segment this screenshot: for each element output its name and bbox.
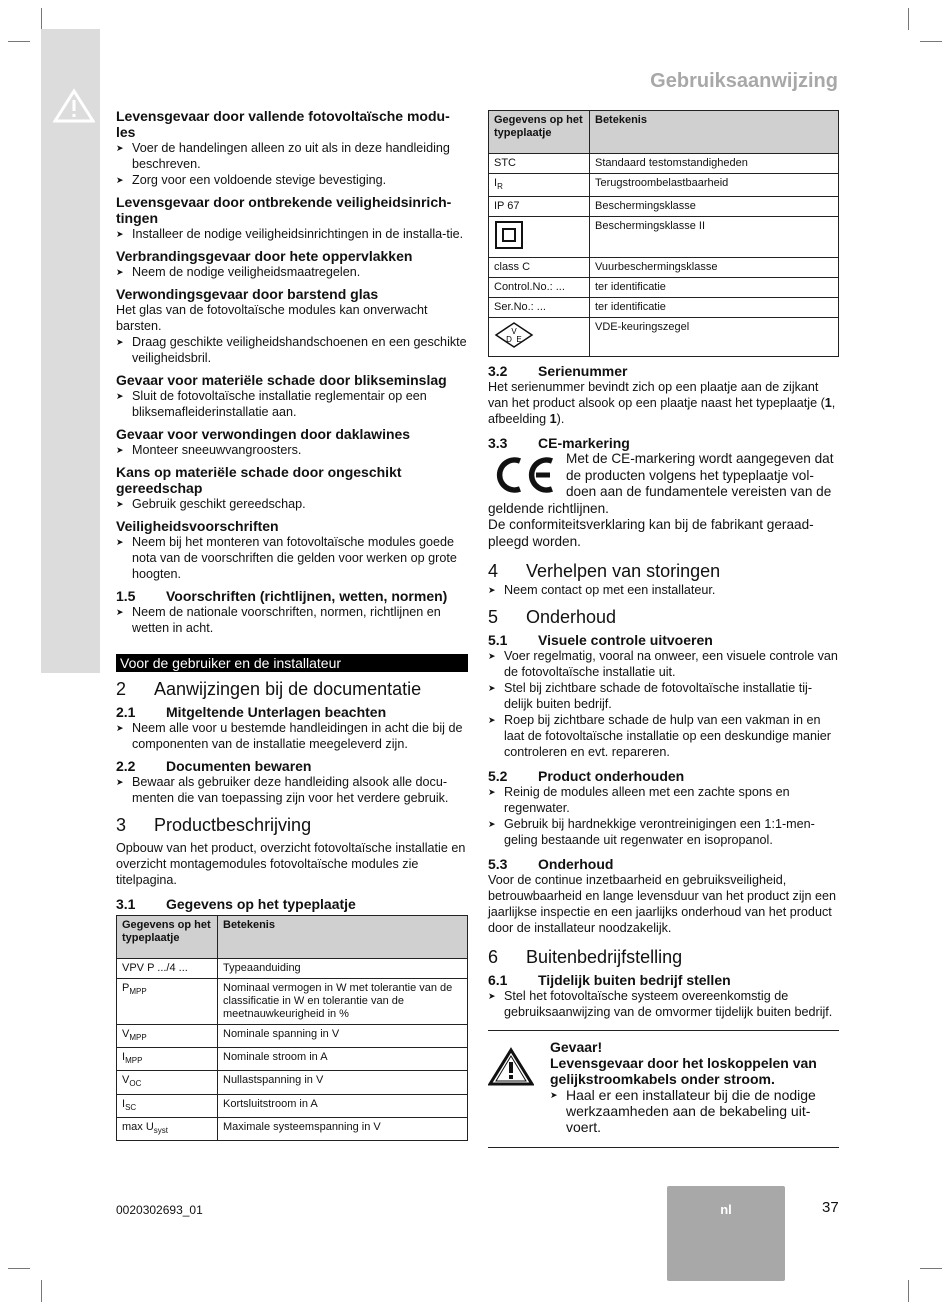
- crop-mark: [8, 41, 30, 42]
- table-header: Betekenis: [590, 111, 839, 154]
- warning-label: Gevaar!: [550, 1039, 603, 1056]
- instruction-item: ➤ Neem de nationale voorschriften, normen, richtlijnen en wetten in acht.: [116, 604, 468, 636]
- typeplate-table-continued: [488, 110, 839, 357]
- language-tab: nl: [667, 1186, 785, 1281]
- table-value: Maximale systeemspanning in V: [218, 1117, 468, 1140]
- section-heading: Kans op materiële schade door ongeschikt gereedschap: [116, 464, 402, 496]
- table-key-subscript: R: [497, 182, 503, 192]
- svg-text:D: D: [506, 335, 512, 345]
- section-2-2: [116, 758, 468, 806]
- section-heading: 6.1 Tijdelijk buiten bedrijf stellen: [488, 972, 731, 989]
- table-row: [489, 318, 839, 357]
- typeplate-table: [116, 915, 468, 1141]
- table-key: max U: [122, 1120, 154, 1133]
- instruction-item: ➤ Sluit de fotovoltaïsche installatie reglementair op een bliksemafleiderinstallatie aan.: [116, 388, 468, 420]
- warning-triangle-icon: [488, 1047, 534, 1087]
- table-row: [489, 217, 839, 258]
- instruction-item: ➤ Voer regelmatig, vooral na onweer, een visuele controle van de fotovoltaïsche installatie uit.: [488, 648, 839, 680]
- instruction-item: ➤ Haal er een installateur bij die de nodige werkzaamheden aan de bekabeling uit-voert.: [550, 1087, 839, 1135]
- safety-section: [116, 248, 468, 280]
- section-heading: 3.2 Serienummer: [488, 363, 628, 380]
- section-heading: Verwondingsgevaar door barstend glas: [116, 286, 379, 302]
- safety-section: [116, 108, 468, 188]
- table-key: I: [122, 1051, 126, 1064]
- section-heading: 2.2 Documenten bewaren: [116, 758, 312, 774]
- section-heading: 3.1 Gegevens op het typeplaatje: [116, 896, 356, 912]
- table-value: Nominale stroom in A: [218, 1048, 468, 1071]
- instruction-item: ➤ Neem de nodige veiligheidsmaatregelen.: [116, 264, 468, 280]
- section-1-5: [116, 588, 468, 636]
- table-row: [117, 1071, 468, 1094]
- vde-mark-icon: [494, 321, 534, 349]
- table-key: V: [122, 1028, 130, 1040]
- svg-text:E: E: [516, 335, 522, 345]
- table-value: Standaard testomstandigheden: [590, 154, 839, 174]
- section-heading: Gevaar voor materiële schade door blikseminslag: [116, 372, 447, 388]
- table-key: Ser.No.: ...: [494, 301, 546, 314]
- table-key: P: [122, 982, 130, 994]
- chapter-heading: 2 Aanwijzingen bij de documentatie: [116, 679, 422, 699]
- instruction-item: ➤ Zorg voor een voldoende stevige bevestiging.: [116, 172, 468, 188]
- table-row: [489, 154, 839, 174]
- paragraph: Het glas van de fotovoltaïsche modules kan onverwacht barsten.: [116, 303, 428, 333]
- section-heading: 5.3 Onderhoud: [488, 856, 614, 873]
- instruction-item: ➤ Stel het fotovoltaïsche systeem overeenkomstig de gebruiksaanwijzing van de omvormer tijdelijk buiten bedrijf.: [488, 988, 839, 1020]
- table-row: [489, 278, 839, 298]
- warning-title: Levensgevaar door het loskoppelen van gelijkstroomkabels onder stroom.: [550, 1055, 817, 1088]
- ce-mark-icon: [494, 455, 556, 495]
- table-value: Kortsluitstroom in A: [218, 1094, 468, 1117]
- safety-section: [116, 426, 468, 458]
- table-key-subscript: MPP: [125, 1056, 143, 1066]
- table-row: [489, 197, 839, 217]
- instruction-item: ➤ Voer de handelingen alleen zo uit als in deze handleiding beschreven.: [116, 140, 468, 172]
- table-key: Control.No.: ...: [494, 281, 565, 294]
- instruction-item: ➤ Neem contact op met een installateur.: [488, 582, 839, 598]
- table-value: Beschermingsklasse II: [590, 217, 839, 258]
- table-key: V: [122, 1074, 130, 1087]
- table-header: Betekenis: [218, 916, 468, 959]
- table-row: [117, 1094, 468, 1117]
- table-key-subscript: SC: [125, 1102, 137, 1112]
- sidebar-strip: [41, 29, 100, 673]
- section-2-1: [116, 704, 468, 752]
- instruction-item: ➤ Neem alle voor u bestemde handleidingen in acht die bij de componenten van de installatie meegeleverd zijn.: [116, 720, 468, 752]
- table-row: [117, 959, 468, 979]
- section-heading: Gevaar voor verwondingen door daklawines: [116, 426, 411, 442]
- crop-mark: [41, 8, 42, 30]
- instruction-list: [116, 604, 468, 636]
- table-value: Terugstroombelastbaarheid: [590, 174, 839, 197]
- table-row: [489, 258, 839, 278]
- table-header: Gegevens op het typeplaatje: [489, 111, 590, 154]
- paragraph: Opbouw van het product, overzicht fotovoltaïsche installatie en overzicht montagemodules fotovoltaïsche modules zie titelpagina.: [116, 841, 466, 887]
- table-value: VDE-keuringszegel: [590, 318, 839, 357]
- instruction-item: ➤ Gebruik geschikt gereedschap.: [116, 496, 468, 512]
- table-value: Typeaanduiding: [218, 959, 468, 979]
- chapter-heading: 4 Verhelpen van storingen: [488, 561, 721, 582]
- table-key-subscript: MPP: [129, 1033, 147, 1043]
- document-code: 0020302693_01: [116, 1203, 203, 1217]
- chapter-heading: 3 Productbeschrijving: [116, 815, 312, 835]
- instruction-item: ➤ Bewaar als gebruiker deze handleiding alsook alle docu-menten die van toepassing zijn voor het verdere gebruik.: [116, 774, 468, 806]
- section-heading: 1.5 Voorschriften (richtlijnen, wetten, normen): [116, 588, 448, 604]
- table-key: I: [494, 177, 498, 189]
- right-column: [488, 110, 839, 1148]
- section-heading: Veiligheidsvoorschriften: [116, 518, 279, 534]
- crop-mark: [908, 1280, 909, 1302]
- instruction-item: ➤ Roep bij zichtbare schade de hulp van een vakman in en laat de fotovoltaïsche installatie op een deskundige manier controleren en evt. repareren.: [488, 712, 839, 760]
- left-column: [116, 108, 468, 1141]
- section-3-2: [488, 363, 839, 427]
- safety-section: [116, 194, 468, 242]
- paragraph: Voor de continue inzetbaarheid en gebruiksveiligheid, betrouwbaarheid en lange levensduur van het product zijn een jaarlijkse inspectie en een jaarlijks onderhoud van het product door de installateur noodzakelijk.: [488, 873, 836, 936]
- table-key: VPV P .../4 ...: [122, 962, 188, 974]
- section-6-1: [488, 972, 839, 1020]
- section-heading: Levensgevaar door vallende fotovoltaïsche modu-les: [116, 108, 450, 140]
- table-key: STC: [494, 157, 516, 169]
- page-number: 37: [822, 1199, 839, 1216]
- class-ii-icon: [494, 220, 524, 250]
- table-row: [489, 298, 839, 318]
- section-heading: Verbrandingsgevaar door hete oppervlakken: [116, 248, 413, 264]
- section-heading: Levensgevaar door ontbrekende veiligheidsinrich-tingen: [116, 194, 452, 226]
- safety-section: [116, 372, 468, 420]
- safety-section: [116, 464, 468, 512]
- danger-warning-box: [488, 1030, 839, 1148]
- instruction-item: ➤ Gebruik bij hardnekkige verontreinigingen een 1:1-men-geling bestaande uit regenwater en isopropanol.: [488, 816, 839, 848]
- instruction-item: ➤ Reinig de modules alleen met een zachte spons en regenwater.: [488, 784, 839, 816]
- instruction-item: ➤ Neem bij het monteren van fotovoltaïsche modules goede nota van de voorschriften die gelden voor werken op grote hoogten.: [116, 534, 468, 582]
- warning-triangle-icon: [53, 88, 95, 124]
- chapter-heading: 6 Buitenbedrijfstelling: [488, 947, 683, 968]
- crop-mark: [41, 1280, 42, 1302]
- table-row: [117, 1117, 468, 1140]
- instruction-item: ➤ Draag geschikte veiligheidshandschoenen en een geschikte veiligheidsbril.: [116, 334, 468, 366]
- section-heading: 5.2 Product onderhouden: [488, 768, 685, 785]
- table-value: Nominaal vermogen in W met tolerantie van de classificatie in W en tolerantie van de meetnauwkeurigheid in %: [218, 979, 468, 1025]
- section-heading: 3.3 CE-markering: [488, 435, 630, 452]
- table-value: ter identificatie: [590, 278, 839, 298]
- table-value: Vuurbeschermingsklasse: [590, 258, 839, 278]
- table-key: class C: [494, 261, 531, 274]
- section-heading: 2.1 Mitgeltende Unterlagen beachten: [116, 704, 387, 720]
- section-5-2: [488, 768, 839, 848]
- paragraph: Het serienummer bevindt zich op een plaatje aan de zijkant van het product alsook op een plaatje naast het typeplaatje (1, afbeelding 1).: [488, 380, 836, 427]
- table-value: ter identificatie: [590, 298, 839, 318]
- table-row: [117, 1025, 468, 1048]
- table-key: I: [122, 1097, 126, 1110]
- safety-sections: [116, 108, 468, 582]
- page-title: Gebruiksaanwijzing: [650, 70, 838, 92]
- section-5-1: [488, 632, 839, 760]
- instruction-item: ➤ Installeer de nodige veiligheidsinrichtingen in de installa-tie.: [116, 226, 468, 242]
- table-row: [117, 979, 468, 1025]
- instruction-item: ➤ Monteer sneeuwvangroosters.: [116, 442, 468, 458]
- crop-mark: [8, 1268, 30, 1269]
- section-3-3: [488, 435, 839, 550]
- table-row: [489, 174, 839, 197]
- section-heading: 5.1 Visuele controle uitvoeren: [488, 632, 713, 649]
- paragraph: De conformiteitsverklaring kan bij de fabrikant geraad-pleegd worden.: [488, 517, 814, 549]
- table-row: [117, 1048, 468, 1071]
- svg-text:V: V: [511, 327, 517, 337]
- table-header: Gegevens op het typeplaatje: [117, 916, 218, 959]
- safety-section: [116, 286, 468, 366]
- crop-mark: [920, 1268, 942, 1269]
- table-value: Nullastspanning in V: [218, 1071, 468, 1094]
- instruction-item: ➤ Stel bij zichtbare schade de fotovoltaïsche installatie tij-delijk buiten bedrijf.: [488, 680, 839, 712]
- chapter-heading: 5 Onderhoud: [488, 607, 617, 628]
- section-5-3: [488, 856, 839, 936]
- table-key-subscript: syst: [153, 1125, 169, 1135]
- table-key-subscript: OC: [129, 1079, 142, 1089]
- audience-bar: Voor de gebruiker en de installateur: [116, 654, 468, 672]
- crop-mark: [908, 8, 909, 30]
- table-key-subscript: MPP: [129, 987, 147, 997]
- table-key: IP 67: [494, 200, 520, 213]
- crop-mark: [920, 41, 942, 42]
- paragraph: Met de CE-markering wordt aangegeven dat de producten volgens het typeplaatje vol-doen aan de fundamentele vereisten van de geldende richtlijnen.: [488, 451, 834, 516]
- table-value: Nominale spanning in V: [218, 1025, 468, 1048]
- safety-section: [116, 518, 468, 582]
- table-value: Beschermingsklasse: [590, 197, 839, 217]
